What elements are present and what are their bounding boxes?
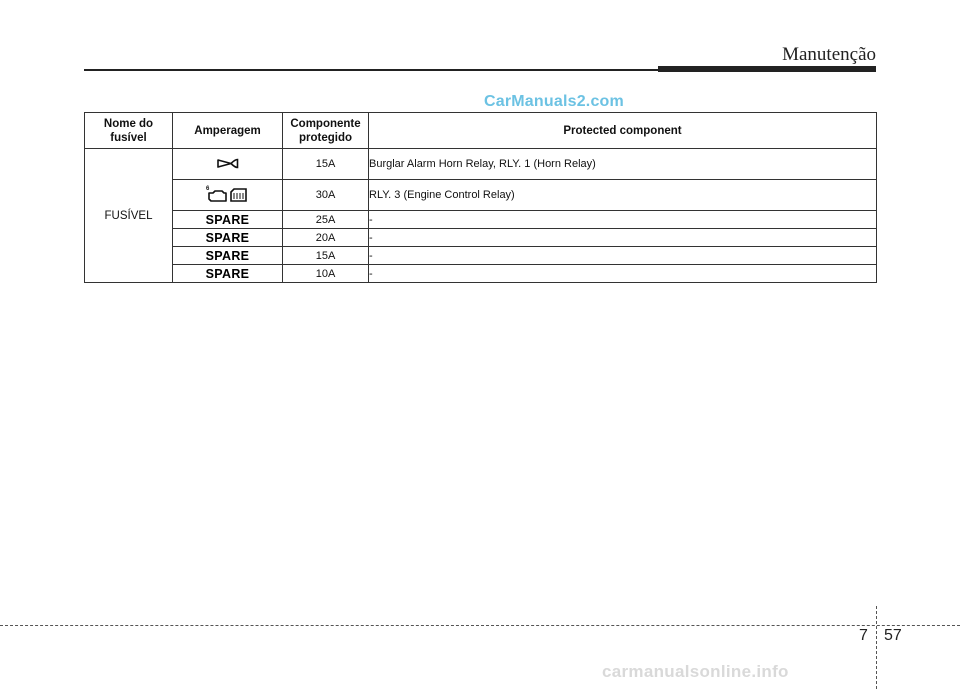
amperage-cell: 10A <box>283 265 369 283</box>
footer-divider <box>0 625 960 626</box>
table-row <box>85 180 877 211</box>
amperage-cell: 15A <box>283 247 369 265</box>
engine-control-icon <box>205 184 251 207</box>
svg-text:6: 6 <box>205 185 209 192</box>
table-row <box>85 211 877 229</box>
protected-component-cell: - <box>369 265 877 283</box>
table-header-row <box>85 113 877 149</box>
table-row <box>85 149 877 180</box>
watermark-top: CarManuals2.com <box>484 93 624 110</box>
amperage-cell: 30A <box>283 180 369 211</box>
header-protected-component: Protected component <box>369 113 877 149</box>
header-fuse-name: Nome do fusível <box>85 113 173 149</box>
table-row <box>85 265 877 283</box>
watermark-bottom: carmanualsonline.info <box>602 662 789 681</box>
protected-component-cell: - <box>369 247 877 265</box>
fuse-symbol-cell <box>173 229 283 247</box>
fuse-table <box>84 112 877 283</box>
fuse-symbol-cell <box>173 211 283 229</box>
chapter-number: 7 <box>859 627 868 644</box>
fuse-symbol-cell <box>173 265 283 283</box>
table-row <box>85 247 877 265</box>
header-component: Componente protegido <box>283 113 369 149</box>
protected-component-cell: Burglar Alarm Horn Relay, RLY. 1 (Horn Relay) <box>369 149 877 180</box>
amperage-cell: 15A <box>283 149 369 180</box>
spare-label: SPARE <box>205 230 250 245</box>
protected-component-cell: - <box>369 229 877 247</box>
amperage-cell: 20A <box>283 229 369 247</box>
fuse-group-name: FUSÍVEL <box>85 149 173 283</box>
header-rule <box>84 69 664 71</box>
protected-component-cell: - <box>369 211 877 229</box>
amperage-cell: 25A <box>283 211 369 229</box>
header-amperage: Amperagem <box>173 113 283 149</box>
header-rule-bold <box>658 66 876 72</box>
spare-label: SPARE <box>205 266 250 281</box>
horn-icon <box>216 156 240 173</box>
section-title: Manutenção <box>782 44 876 65</box>
page-number: 57 <box>884 627 902 644</box>
fuse-symbol-cell <box>173 180 283 211</box>
spare-label: SPARE <box>205 212 250 227</box>
protected-component-cell: RLY. 3 (Engine Control Relay) <box>369 180 877 211</box>
footer-page-divider <box>876 606 877 689</box>
fuse-symbol-cell <box>173 247 283 265</box>
spare-label: SPARE <box>205 248 250 263</box>
fuse-symbol-cell <box>173 149 283 180</box>
table-row <box>85 229 877 247</box>
